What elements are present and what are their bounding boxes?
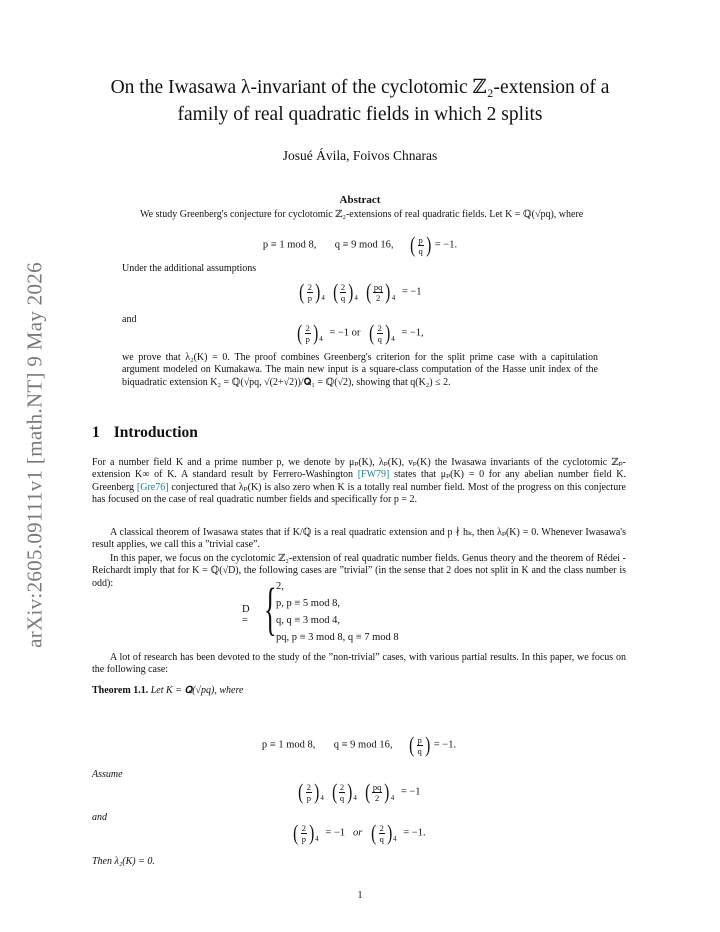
paper-title: On the Iwasawa λ-invariant of the cyclotomic ℤ₂-extension of a family of real quadratic fields in which 2 splits (110, 77, 610, 125)
intro-paragraph-3: In this paper, we focus on the cyclotomic ℤ₂-extension of real quadratic number fields. Genus theory and the theorem of Rédei - Reichardt imply that for K = ℚ(√D), the following cases are ”trivial” (in the sense that 2 does not split in K and the class number is odd): (92, 553, 626, 589)
abstract-equation-2: ( $\frac{2}{p}$ )$_4$ ( $\frac{2}{q}$ )$_4$ ( $\frac{pq}{2}$ )$_4 = -1$ (299, 279, 422, 304)
authors: Josué Ávila, Foivos Chnaras (282, 148, 438, 163)
citation-gre76[interactable]: [Gre76] (136, 481, 169, 493)
theorem-conclusion: Then λ₂(K) = 0. (92, 856, 155, 867)
abstract-equation-1: p ≡ 1 mod 8, q ≡ 9 mod 16, ( $\frac{p}{q}$ ) = −1. (262, 232, 458, 257)
abstract-paragraph-4: we prove that λ₂(K) = 0. The proof combines Greenberg's criterion for the split prime case with a capitulation argument modeled on Kumakawa. The main new input is a square-class computation of the Hasse unit index of the biquadratic extension K₂ = ℚ(√pq, √(2+√2))/𝐐₁ = ℚ(√2), showing that q(K₂) ≤ 2. (122, 352, 598, 388)
intro-paragraph-1: For a number field K and a prime number p, we denote by μₚ(K), λₚ(K), νₚ(K) the Iwasawa invariants of the cyclotomic ℤₚ-extension K∞ of K. A standard result by Ferrero-Washington [FW79] states that μₚ(K) = 0 for any abelian number field K. Greenberg [Gre76] conjectured that λₚ(K) is also zero when K is a totally real number field. Most of the progress on this conjecture has focused on the case of real quadratic number fields and specifically for p = 2. (92, 457, 626, 506)
page-number: 1 (357, 890, 363, 901)
abstract-paragraph-2: Under the additional assumptions (122, 263, 257, 274)
theorem-equation-3: ( $\frac{2}{p}$ )$_4 = -1$ or ( $\frac{2}{q}$ )$_4 = -1$. (293, 820, 426, 845)
theorem-1-1: Theorem 1.1. Let K = 𝐐(√pq), where (92, 685, 244, 696)
intro-paragraph-4: A lot of research has been devoted to the study of the ”non-trivial” cases, with various partial results. In this paper, we focus on the following case: (92, 652, 626, 676)
theorem-and: and (92, 812, 107, 823)
theorem-assume: Assume (92, 769, 123, 780)
abstract-heading: Abstract (339, 194, 381, 206)
arxiv-identifier: arXiv:2605.09111v1 [math.NT] 9 May 2026 (22, 262, 47, 648)
arxiv-sidebar (18, 250, 52, 660)
abstract-equation-3: ( $\frac{2}{p}$ )$_4 = -1$ or ( $\frac{2}{q}$ )$_4 = -1$, (297, 320, 424, 345)
section-heading-introduction: 1 Introduction (92, 424, 198, 441)
citation-fw79[interactable]: [FW79] (357, 469, 390, 481)
theorem-equation-1: p ≡ 1 mod 8, q ≡ 9 mod 16, ( $\frac{p}{q}$ ) = −1. (261, 732, 457, 757)
abstract-paragraph-1: We study Greenberg's conjecture for cyclotomic ℤ₂-extensions of real quadratic fields. Let K = ℚ(√pq), where (140, 209, 584, 220)
abstract-paragraph-3: and (122, 314, 137, 325)
theorem-equation-2: ( $\frac{2}{p}$ )$_4$ ( $\frac{2}{q}$ )$_4$ ( $\frac{pq}{2}$ )$_4 = -1$ (298, 779, 421, 804)
intro-paragraph-2: A classical theorem of Iwasawa states that if K/ℚ is a real quadratic extension and p ∤ hₖ, then λₚ(K) = 0. Whenever Iwasawa's result applies, we call this a ”trivial case”. (92, 527, 626, 551)
